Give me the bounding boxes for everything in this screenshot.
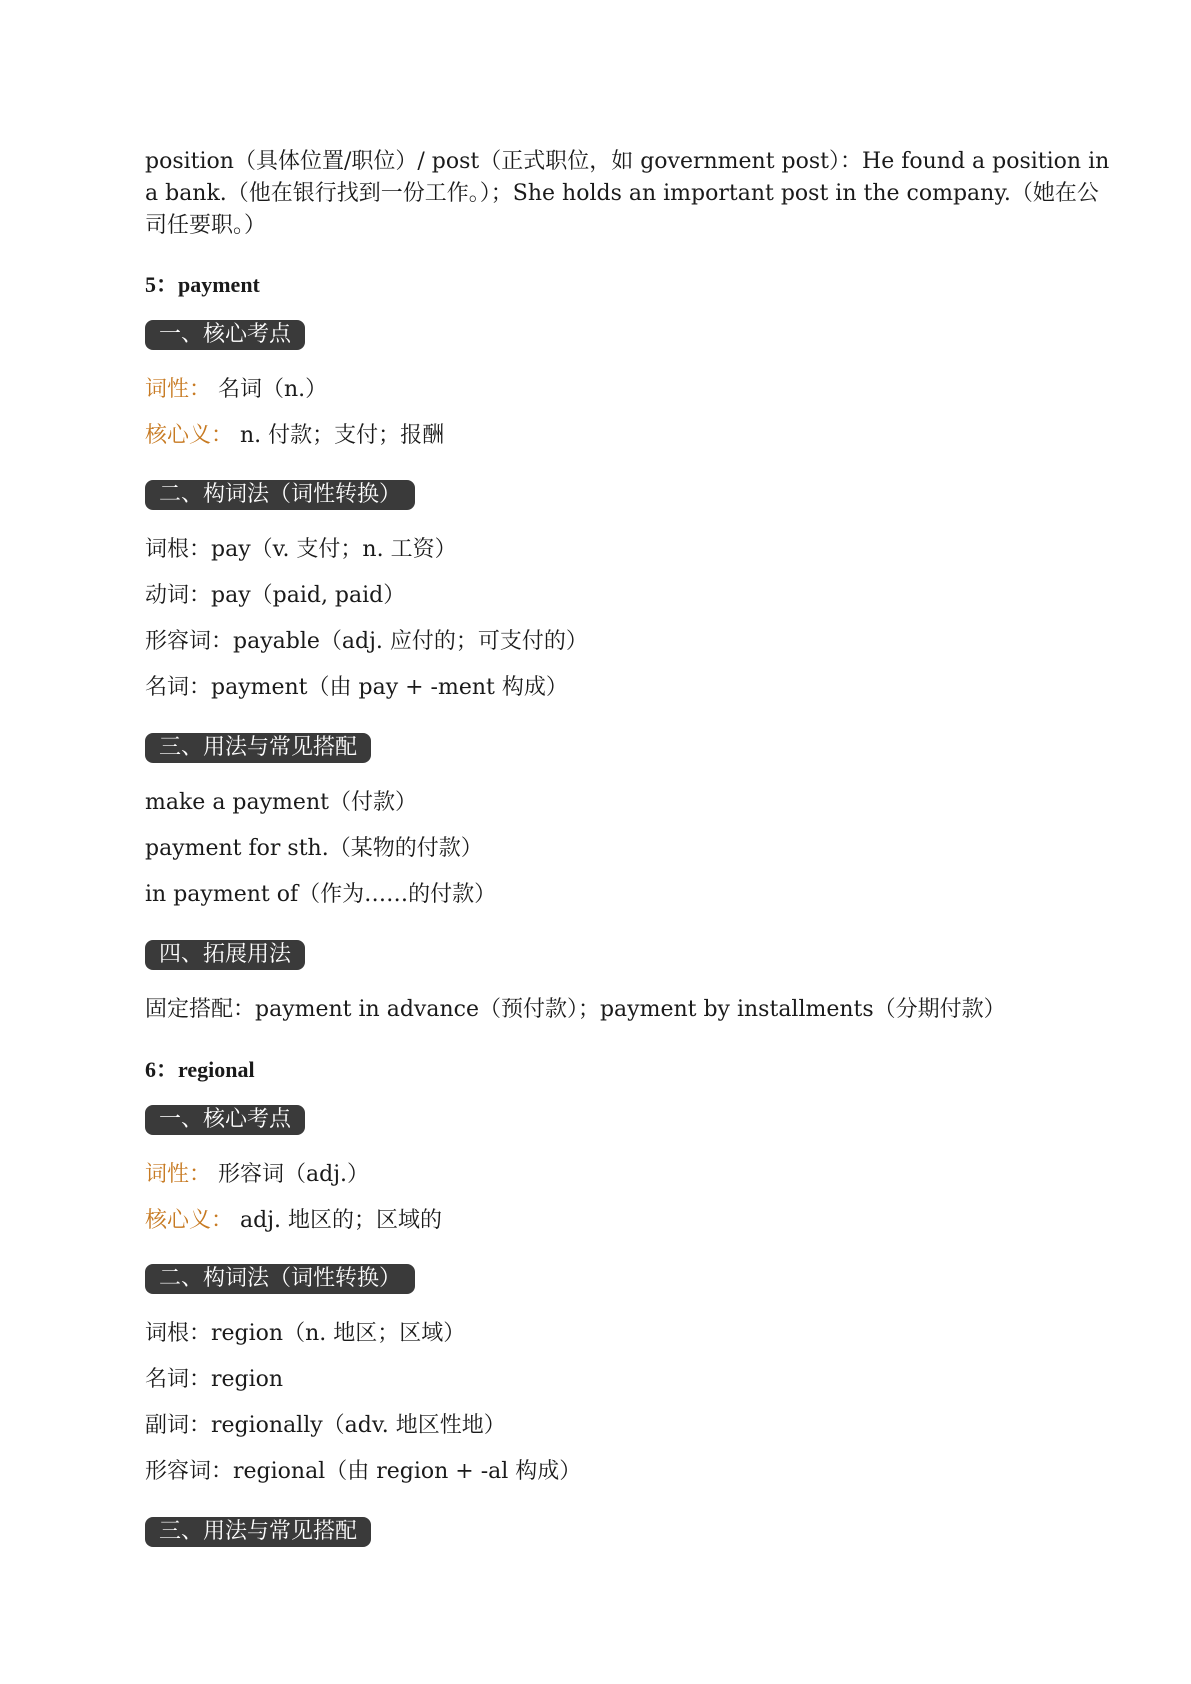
pos-label: 词性： [145,1162,212,1187]
list-item: make a payment（付款） [145,790,417,815]
section5-tag-core [145,320,1055,350]
intro-line-2: a bank.（他在银行找到一份工作。）；She holds an important post in the company.（她在公 [145,181,1099,206]
list-item: 词根：region（n. 地区；区域） [145,1321,466,1346]
section-tag-label: 二、构词法（词性转换） [145,480,415,510]
section5-tag-usage [145,733,1055,763]
pos-value: 名词（n.） [218,377,328,402]
list-item: in payment of（作为……的付款） [145,882,497,907]
meaning-value: n. 付款；支付；报酬 [240,423,445,448]
section-tag-label: 四、拓展用法 [145,940,305,970]
list-item: 形容词：regional（由 region + -al 构成） [145,1459,582,1484]
section6-tag-word-formation [145,1264,1055,1294]
section6-meaning-line [145,1205,1055,1237]
pos-value: 形容词（adj.） [218,1162,370,1187]
meaning-label: 核心义： [145,1208,234,1233]
section5-tag-extended [145,940,1055,970]
intro-paragraph [145,146,1110,242]
list-item: 形容词：payable（adj. 应付的；可支付的） [145,629,588,654]
section-tag-label: 一、核心考点 [145,320,305,350]
list-item: payment for sth.（某物的付款） [145,836,483,861]
list-item: 动词：pay（paid, paid） [145,583,406,608]
section-tag-label: 三、用法与常见搭配 [145,733,371,763]
section-tag-label: 一、核心考点 [145,1105,305,1135]
list-item: 名词：region [145,1367,284,1392]
list-item: 词根：pay（v. 支付；n. 工资） [145,537,457,562]
section-tag-label: 三、用法与常见搭配 [145,1517,371,1547]
section5-tag-word-formation [145,480,1055,510]
list-item: 副词：regionally（adv. 地区性地） [145,1413,506,1438]
section6-pos-line [145,1159,1055,1191]
section6-heading: 6：regional [145,1057,255,1082]
meaning-label: 核心义： [145,423,234,448]
section6-tag-core [145,1105,1055,1135]
section6-tag-usage [145,1517,1055,1547]
intro-line-3: 司任要职。） [145,213,267,238]
intro-line-1: position（具体位置/职位）/ post（正式职位，如 government post）：He found a position in [145,149,1110,174]
meaning-value: adj. 地区的；区域的 [240,1208,443,1233]
pos-label: 词性： [145,377,212,402]
section5-heading: 5：payment [145,272,260,297]
section-tag-label: 二、构词法（词性转换） [145,1264,415,1294]
list-item: 名词：payment（由 pay + -ment 构成） [145,675,568,700]
section5-pos-line [145,374,1055,406]
section5-meaning-line [145,420,1055,452]
section5-extended-line: 固定搭配：payment in advance（预付款）；payment by installments（分期付款） [145,997,1006,1022]
